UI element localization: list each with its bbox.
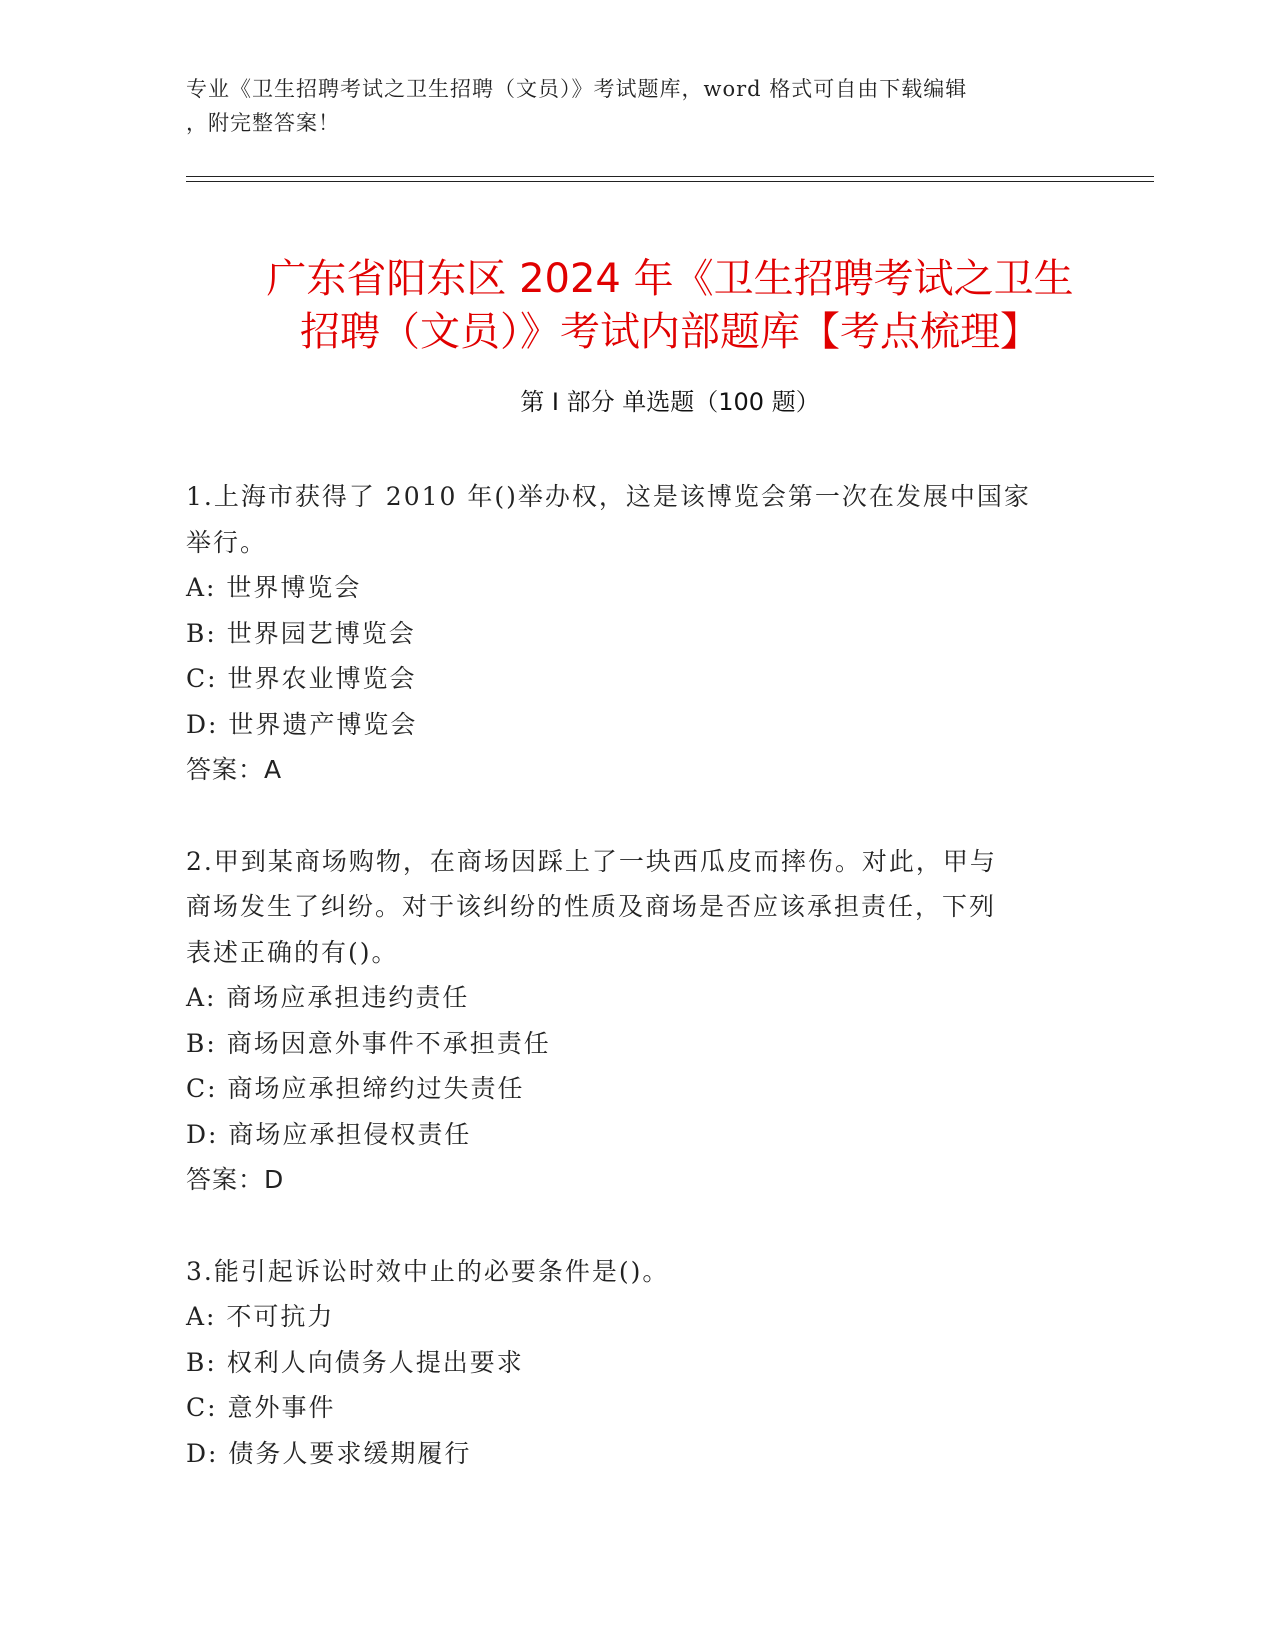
- question: [186, 474, 1086, 793]
- question-stem: 1.上海市获得了 2010 年()举办权，这是该博览会第一次在发展中国家: [186, 482, 1031, 511]
- question-stem: 2.甲到某商场购物，在商场因踩上了一块西瓜皮而摔伤。对此，甲与: [186, 846, 997, 876]
- answer-label: 答案：D: [186, 1165, 285, 1194]
- question: [186, 839, 1086, 1203]
- header-note: [186, 72, 1066, 140]
- title-line: 招聘（文员）》考试内部题库【考点梳理】: [300, 308, 1040, 355]
- title-line: 广东省阳东区 2024 年《卫生招聘考试之卫生: [266, 255, 1074, 302]
- option-b: B: 世界园艺博览会: [186, 618, 416, 648]
- document-title: [186, 253, 1154, 359]
- question-stem: 3.能引起诉讼时效中止的必要条件是()。: [186, 1256, 670, 1286]
- option-c: C: 世界农业博览会: [186, 664, 417, 693]
- section-heading: 第 I 部分 单选题（100 题）: [520, 388, 820, 416]
- question-stem: 表述正确的有()。: [186, 937, 399, 967]
- option-c: C: 商场应承担缔约过失责任: [186, 1074, 525, 1103]
- header-divider: [186, 181, 1154, 182]
- option-d: D: 世界遗产博览会: [186, 709, 418, 739]
- option-a: A: 世界博览会: [186, 573, 362, 602]
- question-stem: 商场发生了纠纷。对于该纠纷的性质及商场是否应该承担责任，下列: [186, 892, 997, 921]
- option-c: C: 意外事件: [186, 1393, 336, 1422]
- option-d: D: 债务人要求缓期履行: [186, 1438, 472, 1468]
- answer-label: 答案：A: [186, 755, 283, 784]
- question-stem: 举行。: [186, 527, 268, 557]
- header-divider: [186, 176, 1154, 177]
- question-list: [186, 474, 1086, 1522]
- option-d: D: 商场应承担侵权责任: [186, 1119, 472, 1149]
- header-note-line: ，附完整答案！: [186, 111, 340, 135]
- option-a: A: 不可抗力: [186, 1302, 335, 1331]
- option-a: A: 商场应承担违约责任: [186, 983, 470, 1012]
- question: [186, 1249, 1086, 1477]
- header-note-line: 专业《卫生招聘考试之卫生招聘（文员）》考试题库，word 格式可自由下载编辑: [186, 77, 968, 101]
- option-b: B: 商场因意外事件不承担责任: [186, 1028, 551, 1058]
- option-b: B: 权利人向债务人提出要求: [186, 1347, 524, 1377]
